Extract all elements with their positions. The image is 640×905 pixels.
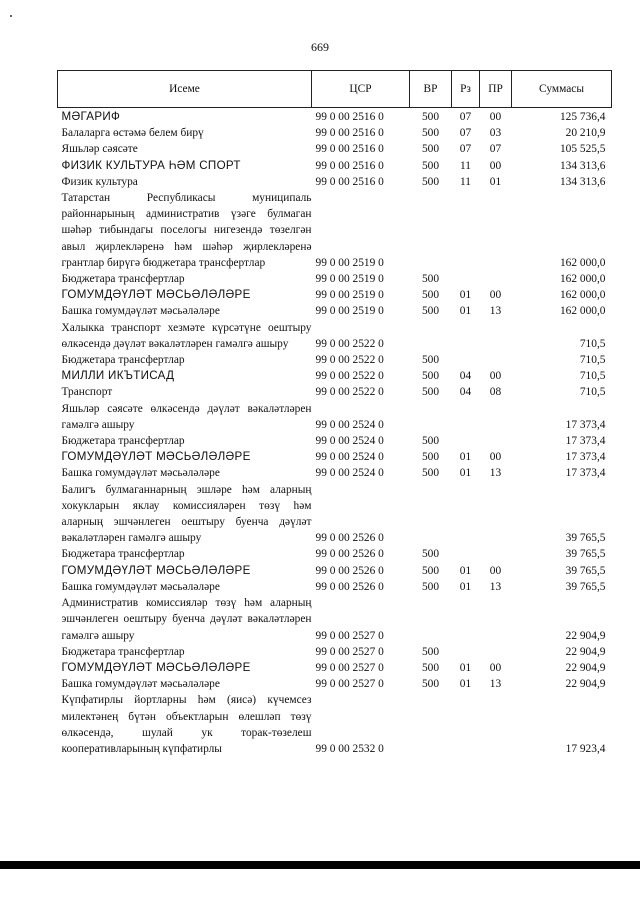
cell-name: Бюджетара трансфертлар	[61, 273, 185, 286]
table-body	[58, 108, 612, 758]
cell-csr: 99 0 00 2522 0	[315, 370, 384, 383]
cell-csr: 99 0 00 2522 0	[315, 337, 384, 350]
cell-name: Бюджетара трансфертлар	[61, 435, 185, 448]
table-row	[58, 482, 612, 547]
cell-name: МИЛЛИ ИКЪТИСАД	[61, 369, 175, 383]
cell-vr: 500	[421, 467, 440, 480]
header-pr: ПР	[480, 71, 512, 108]
cell-sum: 162 000,0	[559, 256, 606, 269]
cell-vr: 500	[421, 661, 440, 674]
cell-rz: 01	[459, 451, 472, 464]
cell-rz: 04	[459, 370, 472, 383]
cell-csr: 99 0 00 2516 0	[315, 127, 384, 140]
table-row	[58, 465, 612, 481]
page-number: 669	[311, 40, 329, 54]
cell-csr: 99 0 00 2519 0	[315, 256, 384, 269]
cell-rz: 07	[459, 111, 472, 123]
cell-vr: 500	[421, 175, 440, 188]
cell-rz	[452, 546, 480, 562]
cell-sum: 39 765,5	[565, 532, 606, 545]
cell-pr: 00	[489, 661, 502, 674]
cell-pr	[480, 352, 512, 368]
table-row	[58, 676, 612, 692]
cell-pr: 13	[489, 580, 502, 593]
cell-sum: 134 313,6	[559, 159, 606, 172]
cell-sum: 20 210,9	[565, 127, 606, 140]
cell-sum: 39 765,5	[565, 548, 606, 561]
cell-sum: 22 904,9	[565, 678, 606, 691]
cell-csr: 99 0 00 2516 0	[315, 159, 384, 172]
cell-pr	[480, 644, 512, 660]
cell-csr: 99 0 00 2527 0	[315, 645, 384, 658]
header-vr: ВР	[410, 71, 452, 108]
cell-pr	[480, 546, 512, 562]
table-row	[58, 108, 612, 126]
cell-pr: 00	[489, 564, 502, 577]
cell-name: Транспорт	[61, 386, 113, 399]
table-row	[58, 384, 612, 400]
cell-vr: 500	[421, 273, 440, 286]
cell-pr: 00	[489, 370, 502, 383]
cell-rz: 01	[459, 580, 472, 593]
cell-pr: 03	[489, 127, 502, 140]
table-row	[58, 174, 612, 190]
cell-vr: 500	[421, 451, 440, 464]
cell-csr: 99 0 00 2526 0	[315, 580, 384, 593]
cell-csr: 99 0 00 2526 0	[315, 548, 384, 561]
cell-vr: 500	[421, 580, 440, 593]
cell-csr: 99 0 00 2522 0	[315, 354, 384, 367]
cell-pr: 08	[489, 386, 502, 399]
cell-csr: 99 0 00 2519 0	[315, 305, 384, 318]
cell-name: Бюджетара трансфертлар	[61, 354, 185, 367]
table-row	[58, 158, 612, 174]
cell-rz	[452, 644, 480, 660]
header-rz: Рз	[452, 71, 480, 108]
cell-vr: 500	[421, 354, 440, 367]
table-row	[58, 271, 612, 287]
cell-sum: 17 373,4	[565, 451, 606, 464]
cell-name: ГОМУМДӘҮЛӘТ МӘСЬӘЛӘЛӘРЕ	[61, 563, 251, 577]
table-row	[58, 692, 612, 757]
cell-pr: 07	[489, 143, 502, 156]
cell-rz: 11	[460, 159, 471, 172]
cell-rz	[452, 352, 480, 368]
cell-pr	[480, 401, 512, 433]
cell-pr: 00	[489, 289, 502, 302]
cell-csr: 99 0 00 2516 0	[315, 111, 384, 123]
cell-vr: 500	[421, 678, 440, 691]
cell-rz	[452, 401, 480, 433]
cell-pr	[480, 595, 512, 644]
cell-name: Башка гомумдәүләт мәсьәләләре	[61, 305, 220, 318]
table-row	[58, 433, 612, 449]
table-row	[58, 125, 612, 141]
cell-rz: 01	[459, 678, 472, 691]
header-csr: ЦСР	[312, 71, 410, 108]
cell-csr: 99 0 00 2524 0	[315, 435, 384, 448]
cell-rz: 01	[459, 289, 472, 302]
budget-table	[57, 70, 612, 757]
cell-csr: 99 0 00 2532 0	[315, 742, 384, 755]
cell-name: Күпфатирлы йортларны һәм (яисә) күчемсез милектәнең бүтән объектларын өлешләп төзү өлкәсендә, шулай ук торак-төзелеш кооперативларының күпфатирлы	[61, 694, 312, 755]
cell-sum: 105 525,5	[559, 143, 606, 156]
cell-name: Башка гомумдәүләт мәсьәләләре	[61, 580, 220, 593]
cell-csr: 99 0 00 2527 0	[315, 661, 384, 674]
cell-pr	[480, 482, 512, 547]
cell-name: Башка гомумдәүләт мәсьәләләре	[61, 678, 220, 691]
cell-vr: 500	[421, 143, 440, 156]
cell-name: Халыкка транспорт хезмәте күрсәтүне оештыру өлкәсендә дәүләт вәкаләтләрен гамәлгә ашыру	[61, 321, 312, 350]
cell-name: Бюджетара трансфертлар	[61, 645, 185, 658]
cell-name: Татарстан Республикасы муниципаль районнарының административ үзәге булмаган шәһәр тибындагы поселогы нигезендә төзелгән авыл җирлекләренә һәм шәһәр җирлекләренә грантлар бирүгә бюджетара трансфертлар	[61, 192, 312, 269]
cell-rz	[452, 433, 480, 449]
cell-pr	[480, 320, 512, 352]
cell-pr	[480, 692, 512, 757]
table-row	[58, 595, 612, 644]
cell-sum: 710,5	[579, 370, 606, 383]
cell-pr: 00	[489, 159, 502, 172]
cell-pr	[480, 190, 512, 271]
cell-vr: 500	[421, 305, 440, 318]
cell-rz: 07	[459, 143, 472, 156]
cell-sum: 22 904,9	[565, 629, 606, 642]
cell-sum: 39 765,5	[565, 564, 606, 577]
cell-pr	[480, 271, 512, 287]
cell-sum: 17 923,4	[565, 742, 606, 755]
cell-sum: 39 765,5	[565, 580, 606, 593]
header-sum: Суммасы	[512, 71, 612, 108]
cell-sum: 17 373,4	[565, 467, 606, 480]
table-row	[58, 352, 612, 368]
cell-pr: 01	[489, 175, 502, 188]
cell-csr: 99 0 00 2527 0	[315, 629, 384, 642]
cell-sum: 22 904,9	[565, 661, 606, 674]
table-row	[58, 660, 612, 676]
cell-rz	[452, 595, 480, 644]
cell-rz	[452, 271, 480, 287]
table-row	[58, 287, 612, 303]
cell-csr: 99 0 00 2524 0	[315, 467, 384, 480]
cell-vr: 500	[421, 159, 440, 172]
cell-rz: 01	[459, 305, 472, 318]
cell-csr: 99 0 00 2526 0	[315, 532, 384, 545]
table-row	[58, 368, 612, 384]
cell-sum: 125 736,4	[559, 111, 606, 123]
cell-name: Административ комиссияләр төзү һәм аларның эшчәнлеген оештыру буенча дәүләт вәкаләтләрен гамәлгә ашыру	[61, 597, 312, 642]
table-row	[58, 303, 612, 319]
cell-vr: 500	[421, 548, 440, 561]
cell-name: ГОМУМДӘҮЛӘТ МӘСЬӘЛӘЛӘРЕ	[61, 450, 251, 464]
cell-pr: 00	[489, 111, 502, 123]
table-row	[58, 449, 612, 465]
cell-sum: 22 904,9	[565, 645, 606, 658]
table-row	[58, 579, 612, 595]
cell-name: ФИЗИК КУЛЬТУРА ҺӘМ СПОРТ	[61, 158, 241, 172]
cell-name: МӘГАРИФ	[61, 110, 121, 123]
cell-sum: 17 373,4	[565, 435, 606, 448]
cell-name: Башка гомумдәүләт мәсьәләләре	[61, 467, 220, 480]
cell-name: Физик культура	[61, 175, 138, 188]
cell-csr: 99 0 00 2524 0	[315, 451, 384, 464]
cell-vr: 500	[421, 645, 440, 658]
table-row	[58, 141, 612, 157]
cell-csr: 99 0 00 2522 0	[315, 386, 384, 399]
cell-rz: 01	[459, 467, 472, 480]
cell-sum: 17 373,4	[565, 418, 606, 431]
cell-vr: 500	[421, 289, 440, 302]
cell-vr: 500	[421, 370, 440, 383]
cell-sum: 162 000,0	[559, 273, 606, 286]
scan-bottom-bar	[0, 861, 640, 869]
cell-vr	[410, 401, 452, 433]
cell-rz	[452, 320, 480, 352]
table-row	[58, 546, 612, 562]
cell-vr	[410, 190, 452, 271]
cell-name: Яшьләр сәясәте	[61, 143, 138, 156]
cell-name: ГОМУМДӘҮЛӘТ МӘСЬӘЛӘЛӘРЕ	[61, 660, 251, 674]
cell-sum: 162 000,0	[559, 305, 606, 318]
cell-vr: 500	[421, 435, 440, 448]
cell-rz	[452, 482, 480, 547]
cell-sum: 710,5	[579, 386, 606, 399]
cell-pr: 00	[489, 451, 502, 464]
cell-name: Балигъ булмаганнарның эшләре һәм аларның хокукларын яклау комиссияләрен төзү һәм аларның эшчәнлеген оештыру буенча дәүләт вәкаләтләрен гамәлгә ашыру	[61, 483, 312, 545]
cell-vr	[410, 320, 452, 352]
cell-vr	[410, 595, 452, 644]
cell-pr: 13	[489, 305, 502, 318]
table-row	[58, 401, 612, 433]
cell-pr: 13	[489, 467, 502, 480]
cell-rz: 11	[460, 175, 471, 188]
cell-sum: 134 313,6	[559, 175, 606, 188]
cell-vr: 500	[421, 127, 440, 140]
cell-name: Балаларга өстәмә белем бирү	[61, 127, 204, 140]
cell-csr: 99 0 00 2516 0	[315, 143, 384, 156]
cell-vr	[410, 692, 452, 757]
cell-rz	[452, 692, 480, 757]
cell-sum: 710,5	[579, 337, 606, 350]
header-name: Исеме	[58, 71, 312, 108]
cell-name: Бюджетара трансфертлар	[61, 548, 185, 561]
cell-csr: 99 0 00 2519 0	[315, 289, 384, 302]
cell-vr	[410, 482, 452, 547]
cell-rz	[452, 190, 480, 271]
cell-name: ГОМУМДӘҮЛӘТ МӘСЬӘЛӘЛӘРЕ	[61, 288, 251, 302]
cell-rz: 04	[459, 386, 472, 399]
table-row	[58, 563, 612, 579]
cell-rz: 01	[459, 564, 472, 577]
cell-csr: 99 0 00 2519 0	[315, 273, 384, 286]
cell-rz: 01	[459, 661, 472, 674]
cell-sum: 710,5	[579, 354, 606, 367]
table-row	[58, 320, 612, 352]
cell-pr: 13	[489, 678, 502, 691]
cell-pr	[480, 433, 512, 449]
table-header-row	[58, 71, 612, 108]
cell-vr: 500	[421, 386, 440, 399]
cell-sum: 162 000,0	[559, 289, 606, 302]
table-row	[58, 190, 612, 271]
cell-vr: 500	[421, 564, 440, 577]
table-row	[58, 644, 612, 660]
cell-csr: 99 0 00 2527 0	[315, 678, 384, 691]
cell-rz: 07	[459, 127, 472, 140]
cell-csr: 99 0 00 2516 0	[315, 175, 384, 188]
scan-speck	[10, 15, 12, 17]
cell-csr: 99 0 00 2526 0	[315, 564, 384, 577]
cell-csr: 99 0 00 2524 0	[315, 418, 384, 431]
cell-name: Яшьләр сәясәте өлкәсендә дәүләт вәкаләтләрен гамәлгә ашыру	[61, 402, 312, 431]
cell-vr: 500	[421, 111, 440, 123]
